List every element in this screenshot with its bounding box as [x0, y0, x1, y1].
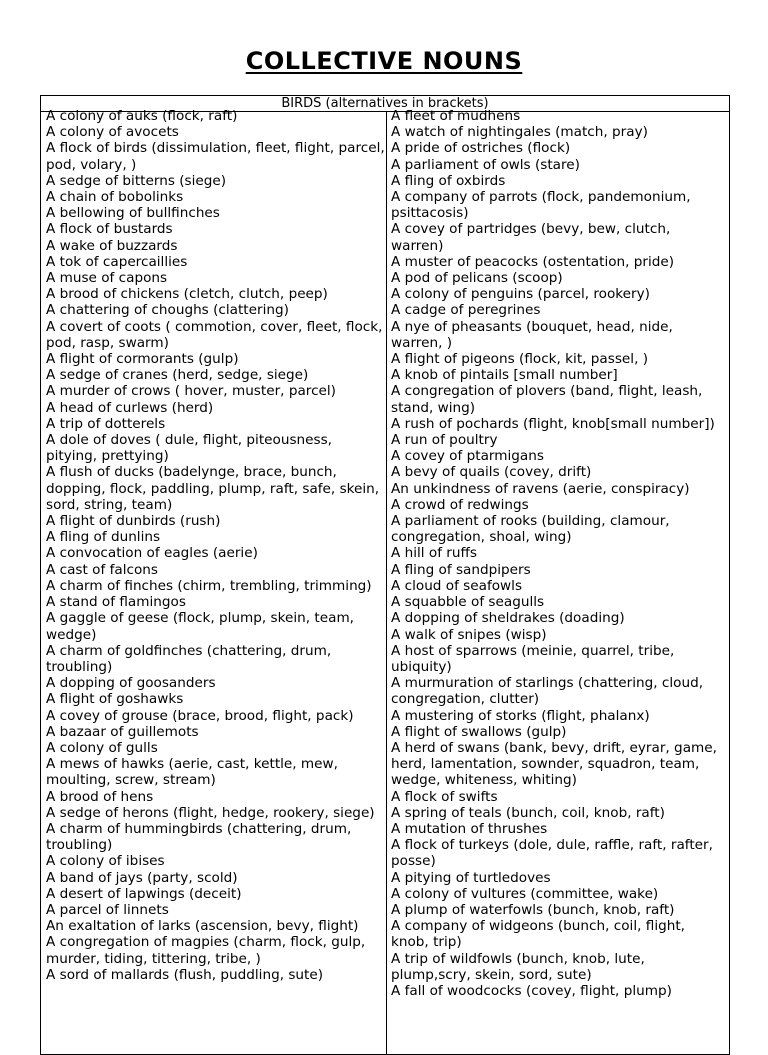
list-item: A flight of goshawks	[46, 691, 184, 708]
list-item: A colony of vultures (committee, wake)	[391, 885, 659, 902]
list-item: A trip of dotterels	[46, 415, 166, 432]
list-item: A flight of dunbirds (rush)	[46, 513, 221, 530]
list-item: A colony of ibises	[46, 853, 165, 870]
list-item: A colony of avocets	[46, 124, 179, 141]
list-item: A host of sparrows (meinie, quarrel, tribe, ubiquity)	[391, 642, 675, 675]
list-item: A company of widgeons (bunch, coil, flight, knob, trip)	[391, 918, 685, 951]
list-item: An exaltation of larks (ascension, bevy, flight)	[46, 918, 359, 935]
list-item: A cloud of seafowls	[391, 577, 523, 594]
list-item: A sord of mallards (flush, puddling, sute)	[46, 966, 324, 983]
list-item: A covey of partridges (bevy, bew, clutch, warren)	[391, 221, 671, 254]
list-item: A parcel of linnets	[46, 901, 169, 918]
list-item: A sedge of herons (flight, hedge, rookery, siege)	[46, 804, 375, 821]
list-item: A flock of swifts	[391, 788, 498, 805]
list-item: A knob of pintails [small number]	[391, 367, 618, 384]
list-item: A bevy of quails (covey, drift)	[391, 464, 592, 481]
list-item: A charm of finches (chirm, trembling, trimming)	[46, 577, 372, 594]
list-item: A stand of flamingos	[46, 594, 186, 611]
column-divider	[386, 112, 387, 1054]
table-body	[41, 108, 729, 1054]
list-item: A bazaar of guillemots	[46, 723, 199, 740]
list-item: A dole of doves ( dule, flight, piteousness, pitying, prettying)	[46, 432, 332, 465]
list-item: A herd of swans (bank, bevy, drift, eyrar, game, herd, lamentation, sownder, squadron, team, wedge, whiteness, whiting)	[391, 739, 717, 789]
list-item: A pitying of turtledoves	[391, 869, 551, 886]
list-item: A hill of ruffs	[391, 545, 477, 562]
list-item: A crowd of redwings	[391, 496, 529, 513]
list-item: A congregation of plovers (band, flight, leash, stand, wing)	[391, 383, 703, 416]
list-item: A spring of teals (bunch, coil, knob, raft)	[391, 804, 665, 821]
list-item: A bellowing of bullfinches	[46, 205, 220, 222]
right-column	[391, 108, 726, 1054]
list-item: A charm of hummingbirds (chattering, drum, troubling)	[46, 820, 352, 854]
list-item: A band of jays (party, scold)	[46, 869, 238, 886]
list-item: A chattering of choughs (clattering)	[46, 302, 289, 319]
list-item: A flight of swallows (gulp)	[391, 723, 567, 740]
list-item: A murder of crows ( hover, muster, parcel)	[46, 383, 336, 400]
list-item: A colony of auks (flock, raft)	[46, 108, 238, 124]
list-item: A pod of pelicans (scoop)	[391, 270, 563, 287]
list-item: A flight of cormorants (gulp)	[46, 351, 239, 368]
list-item: A fling of oxbirds	[391, 172, 506, 189]
list-item: A parliament of owls (stare)	[391, 156, 580, 173]
list-item: A run of poultry	[391, 432, 498, 449]
list-item: A sedge of bitterns (siege)	[46, 172, 227, 189]
list-item: A fleet of mudhens	[391, 108, 521, 124]
list-item: A watch of nightingales (match, pray)	[391, 124, 648, 141]
list-item: A covey of grouse (brace, brood, flight, pack)	[46, 707, 354, 724]
list-item: A mews of hawks (aerie, cast, kettle, mew, moulting, screw, stream)	[46, 756, 338, 789]
list-item: A dopping of sheldrakes (doading)	[391, 610, 625, 627]
list-item: A brood of hens	[46, 788, 154, 805]
left-column	[46, 108, 386, 1054]
list-item: A muster of peacocks (ostentation, pride)	[391, 253, 675, 270]
list-item: A parliament of rooks (building, clamour, congregation, shoal, wing)	[391, 513, 670, 546]
list-item: A walk of snipes (wisp)	[391, 626, 547, 643]
list-item: An unkindness of ravens (aerie, conspiracy)	[391, 480, 690, 497]
list-item: A covey of ptarmigans	[391, 448, 544, 465]
list-item: A gaggle of geese (flock, plump, skein, team, wedge)	[46, 610, 355, 643]
list-item: A murmuration of starlings (chattering, cloud, congregation, clutter)	[391, 675, 704, 708]
list-item: A cadge of peregrines	[391, 302, 541, 319]
list-item: A mustering of storks (flight, phalanx)	[391, 707, 650, 724]
list-item: A covert of coots ( commotion, cover, fleet, flock, pod, rasp, swarm)	[46, 318, 383, 351]
page-title	[0, 46, 768, 76]
list-item: A flight of pigeons (flock, kit, passel, )	[391, 351, 649, 368]
list-item: A flock of birds (dissimulation, fleet, flight, parcel, pod, volary, )	[46, 140, 385, 173]
table-header: BIRDS (alternatives in brackets)	[41, 96, 729, 112]
list-item: A fling of sandpipers	[391, 561, 531, 578]
list-item: A wake of buzzards	[46, 237, 178, 254]
list-item: A nye of pheasants (bouquet, head, nide, warren, )	[391, 318, 673, 351]
list-item: A chain of bobolinks	[46, 189, 184, 206]
list-item: A muse of capons	[46, 270, 168, 287]
list-item: A brood of chickens (cletch, clutch, peep)	[46, 286, 328, 303]
list-item: A fall of woodcocks (covey, flight, plump)	[391, 982, 672, 999]
list-item: A pride of ostriches (flock)	[391, 140, 571, 157]
list-item: A colony of penguins (parcel, rookery)	[391, 286, 650, 303]
list-item: A sedge of cranes (herd, sedge, siege)	[46, 367, 309, 384]
list-item: A plump of waterfowls (bunch, knob, raft)	[391, 901, 675, 918]
list-item: A squabble of seagulls	[391, 594, 545, 611]
list-item: A company of parrots (flock, pandemonium, psittacosis)	[391, 189, 691, 222]
list-item: A head of curlews (herd)	[46, 399, 214, 416]
list-item: A desert of lapwings (deceit)	[46, 885, 242, 902]
list-item: A flush of ducks (badelynge, brace, bunch, dopping, flock, paddling, plump, raft, safe, skein, sord, string, team)	[46, 464, 380, 513]
list-item: A colony of gulls	[46, 739, 158, 756]
list-item: A trip of wildfowls (bunch, knob, lute, plump,scry, skein, sord, sute)	[391, 950, 645, 983]
list-item: A convocation of eagles (aerie)	[46, 545, 258, 562]
list-item: A fling of dunlins	[46, 529, 161, 546]
list-item: A tok of capercaillies	[46, 253, 188, 270]
list-item: A flock of turkeys (dole, dule, raffle, raft, rafter, posse)	[391, 837, 713, 870]
list-item: A rush of pochards (flight, knob[small number])	[391, 415, 715, 432]
list-item: A charm of goldfinches (chattering, drum, troubling)	[46, 642, 332, 675]
list-item: A mutation of thrushes	[391, 820, 548, 837]
list-item: A dopping of goosanders	[46, 675, 216, 692]
list-item: A cast of falcons	[46, 561, 158, 578]
collective-nouns-table	[40, 95, 730, 1055]
list-item: A flock of bustards	[46, 221, 173, 238]
page-title-text: COLLECTIVE NOUNS	[245, 47, 523, 75]
list-item: A congregation of magpies (charm, flock, gulp, murder, tiding, tittering, tribe, )	[46, 934, 366, 967]
